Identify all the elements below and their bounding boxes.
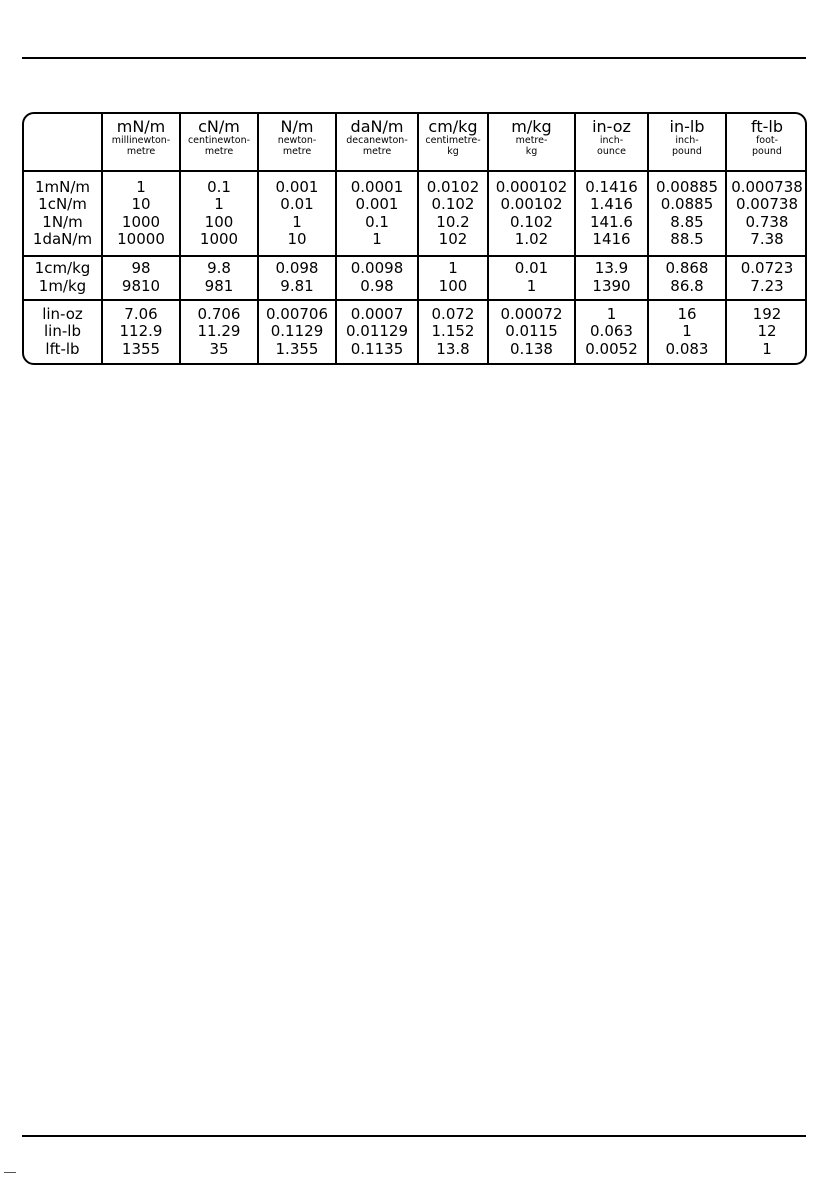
column-unit-name: kg bbox=[447, 146, 459, 157]
column-unit-name: metre bbox=[204, 146, 234, 157]
value-cell bbox=[488, 300, 575, 363]
cell-value: 0.1135 bbox=[350, 339, 404, 358]
bottom-rule bbox=[22, 1135, 806, 1137]
column-unit-name: pound bbox=[672, 146, 702, 157]
row-label: 1N/m bbox=[42, 212, 83, 231]
value-cell bbox=[726, 171, 807, 256]
cell-value: 1 bbox=[606, 304, 617, 323]
cell-value: 8.85 bbox=[670, 212, 704, 231]
cell-value: 1.355 bbox=[275, 339, 319, 358]
row-labels-cell bbox=[24, 171, 102, 256]
top-rule bbox=[22, 57, 806, 59]
cell-value: 0.063 bbox=[590, 322, 633, 341]
cell-value: 100 bbox=[204, 212, 234, 231]
cell-value: 86.8 bbox=[670, 276, 704, 295]
value-cell bbox=[488, 256, 575, 300]
cell-value: 1 bbox=[526, 276, 537, 295]
column-header bbox=[102, 114, 180, 171]
row-label: 1cm/kg bbox=[34, 259, 91, 278]
cell-value: 0.0115 bbox=[505, 322, 558, 341]
cell-value: 0.1416 bbox=[585, 177, 638, 196]
row-label: 1m/kg bbox=[38, 276, 87, 295]
cell-value: 1416 bbox=[592, 230, 631, 249]
cell-value: 9810 bbox=[121, 276, 161, 295]
cell-value: 100 bbox=[438, 276, 468, 295]
cell-value: 0.102 bbox=[431, 195, 475, 214]
value-cell bbox=[418, 300, 488, 363]
value-cell bbox=[102, 300, 180, 363]
column-header bbox=[336, 114, 418, 171]
cell-value: 88.5 bbox=[670, 230, 704, 249]
column-unit-name: centimetre- bbox=[425, 135, 481, 146]
cell-value: 12 bbox=[757, 322, 777, 341]
cell-value: 0.706 bbox=[197, 304, 241, 323]
cell-value: 0.0098 bbox=[350, 259, 404, 278]
cell-value: 9.81 bbox=[280, 276, 314, 295]
cell-value: 0.868 bbox=[665, 259, 709, 278]
cell-value: 0.98 bbox=[360, 276, 394, 295]
cell-value: 0.102 bbox=[510, 212, 553, 231]
cell-value: 0.01129 bbox=[345, 322, 409, 341]
page-corner-mark bbox=[4, 1172, 16, 1173]
column-unit-name: ounce bbox=[597, 146, 626, 157]
column-unit-name: inch- bbox=[599, 135, 624, 146]
value-cell bbox=[648, 300, 726, 363]
value-cell bbox=[102, 171, 180, 256]
cell-value: 0.1 bbox=[365, 212, 389, 231]
torque-conversion-table bbox=[24, 114, 807, 363]
cell-value: 0.00102 bbox=[500, 195, 563, 214]
cell-value: 0.1129 bbox=[270, 322, 324, 341]
column-unit-name: centinewton- bbox=[187, 135, 251, 146]
cell-value: 0.0723 bbox=[740, 259, 794, 278]
cell-value: 0.738 bbox=[745, 212, 789, 231]
cell-value: 1.02 bbox=[514, 230, 549, 249]
column-unit-name: inch- bbox=[675, 135, 699, 146]
column-unit: m/kg bbox=[511, 117, 552, 136]
cell-value: 0.0001 bbox=[350, 177, 404, 196]
cell-value: 1000 bbox=[121, 212, 161, 231]
column-unit-name: pound bbox=[752, 146, 782, 157]
value-cell bbox=[180, 300, 258, 363]
column-unit-name: metre- bbox=[515, 135, 548, 146]
cell-value: 7.38 bbox=[750, 230, 784, 249]
cell-value: 0.00885 bbox=[655, 177, 719, 196]
value-cell bbox=[488, 171, 575, 256]
value-cell bbox=[575, 256, 648, 300]
column-unit-name: metre bbox=[126, 146, 156, 157]
cell-value: 13.8 bbox=[436, 339, 470, 358]
column-unit-name: newton- bbox=[277, 135, 317, 146]
value-cell bbox=[180, 171, 258, 256]
cell-value: 0.001 bbox=[355, 195, 399, 214]
value-cell bbox=[575, 300, 648, 363]
cell-value: 0.000738 bbox=[731, 177, 803, 196]
cell-value: 0.0102 bbox=[426, 177, 480, 196]
cell-value: 0.0052 bbox=[585, 339, 638, 358]
value-cell bbox=[180, 256, 258, 300]
row-label: lft-lb bbox=[45, 339, 80, 358]
value-cell bbox=[726, 256, 807, 300]
row-label: 1cN/m bbox=[38, 195, 87, 214]
cell-value: 0.0007 bbox=[350, 304, 404, 323]
value-cell bbox=[336, 256, 418, 300]
column-unit: cN/m bbox=[198, 117, 240, 136]
cell-value: 0.00738 bbox=[735, 195, 799, 214]
cell-value: 9.8 bbox=[207, 259, 231, 278]
cell-value: 0.138 bbox=[510, 339, 553, 358]
cell-value: 1 bbox=[292, 212, 302, 231]
column-unit: in-oz bbox=[592, 117, 631, 136]
cell-value: 16 bbox=[677, 304, 697, 323]
column-header bbox=[648, 114, 726, 171]
cell-value: 1 bbox=[214, 195, 224, 214]
row-label: lin-lb bbox=[44, 322, 81, 341]
corner-cell bbox=[24, 114, 102, 171]
column-unit: in-lb bbox=[669, 117, 705, 136]
cell-value: 0.0885 bbox=[660, 195, 714, 214]
value-cell bbox=[258, 300, 336, 363]
value-cell bbox=[102, 256, 180, 300]
column-header bbox=[418, 114, 488, 171]
column-unit-name: millinewton- bbox=[111, 135, 171, 146]
cell-value: 11.29 bbox=[197, 322, 241, 341]
cell-value: 1000 bbox=[199, 230, 239, 249]
cell-value: 0.1 bbox=[207, 177, 231, 196]
cell-value: 7.06 bbox=[124, 304, 158, 323]
cell-value: 1 bbox=[762, 339, 772, 358]
column-unit: mN/m bbox=[116, 117, 166, 136]
cell-value: 1355 bbox=[121, 339, 161, 358]
value-cell bbox=[418, 256, 488, 300]
cell-value: 0.01 bbox=[280, 195, 314, 214]
value-cell bbox=[336, 171, 418, 256]
column-unit-name: metre bbox=[362, 146, 392, 157]
cell-value: 1 bbox=[372, 230, 382, 249]
cell-value: 10 bbox=[131, 195, 151, 214]
column-header bbox=[726, 114, 807, 171]
cell-value: 7.23 bbox=[750, 276, 784, 295]
cell-value: 0.000102 bbox=[495, 177, 568, 196]
column-unit-name: decanewton- bbox=[346, 135, 408, 146]
column-header bbox=[180, 114, 258, 171]
header-row bbox=[24, 114, 807, 171]
cell-value: 0.001 bbox=[275, 177, 319, 196]
value-cell bbox=[648, 171, 726, 256]
value-cell bbox=[648, 256, 726, 300]
cell-value: 192 bbox=[752, 304, 782, 323]
conversion-table-frame bbox=[22, 112, 807, 365]
value-cell bbox=[336, 300, 418, 363]
cell-value: 0.01 bbox=[514, 259, 549, 278]
cell-value: 98 bbox=[131, 259, 151, 278]
row-group bbox=[24, 256, 807, 300]
column-unit-name: metre bbox=[282, 146, 312, 157]
cell-value: 1.152 bbox=[431, 322, 475, 341]
cell-value: 0.083 bbox=[665, 339, 709, 358]
row-label: 1mN/m bbox=[34, 177, 91, 196]
row-labels-cell bbox=[24, 300, 102, 363]
cell-value: 0.098 bbox=[275, 259, 319, 278]
cell-value: 35 bbox=[209, 339, 229, 358]
column-unit-name: foot- bbox=[755, 135, 779, 146]
cell-value: 0.00706 bbox=[265, 304, 329, 323]
cell-value: 1390 bbox=[592, 276, 631, 295]
row-group bbox=[24, 300, 807, 363]
value-cell bbox=[258, 171, 336, 256]
column-unit: ft-lb bbox=[751, 117, 783, 136]
row-labels-cell bbox=[24, 256, 102, 300]
cell-value: 0.072 bbox=[431, 304, 475, 323]
column-header bbox=[488, 114, 575, 171]
cell-value: 1 bbox=[448, 259, 458, 278]
cell-value: 10.2 bbox=[436, 212, 470, 231]
cell-value: 1.416 bbox=[590, 195, 633, 214]
column-unit: daN/m bbox=[350, 117, 404, 136]
cell-value: 10 bbox=[287, 230, 307, 249]
value-cell bbox=[418, 171, 488, 256]
cell-value: 112.9 bbox=[119, 322, 163, 341]
value-cell bbox=[726, 300, 807, 363]
column-header bbox=[575, 114, 648, 171]
row-label: lin-oz bbox=[42, 304, 83, 323]
cell-value: 1 bbox=[682, 322, 692, 341]
cell-value: 1 bbox=[136, 177, 146, 196]
row-group bbox=[24, 171, 807, 256]
column-unit: cm/kg bbox=[428, 117, 478, 136]
cell-value: 981 bbox=[204, 276, 234, 295]
row-label: 1daN/m bbox=[32, 230, 93, 249]
value-cell bbox=[258, 256, 336, 300]
cell-value: 10000 bbox=[117, 230, 165, 249]
column-unit-name: kg bbox=[525, 146, 538, 157]
cell-value: 0.00072 bbox=[500, 304, 563, 323]
value-cell bbox=[575, 171, 648, 256]
column-header bbox=[258, 114, 336, 171]
cell-value: 13.9 bbox=[594, 259, 629, 278]
cell-value: 141.6 bbox=[590, 212, 633, 231]
column-unit: N/m bbox=[280, 117, 314, 136]
cell-value: 102 bbox=[438, 230, 468, 249]
